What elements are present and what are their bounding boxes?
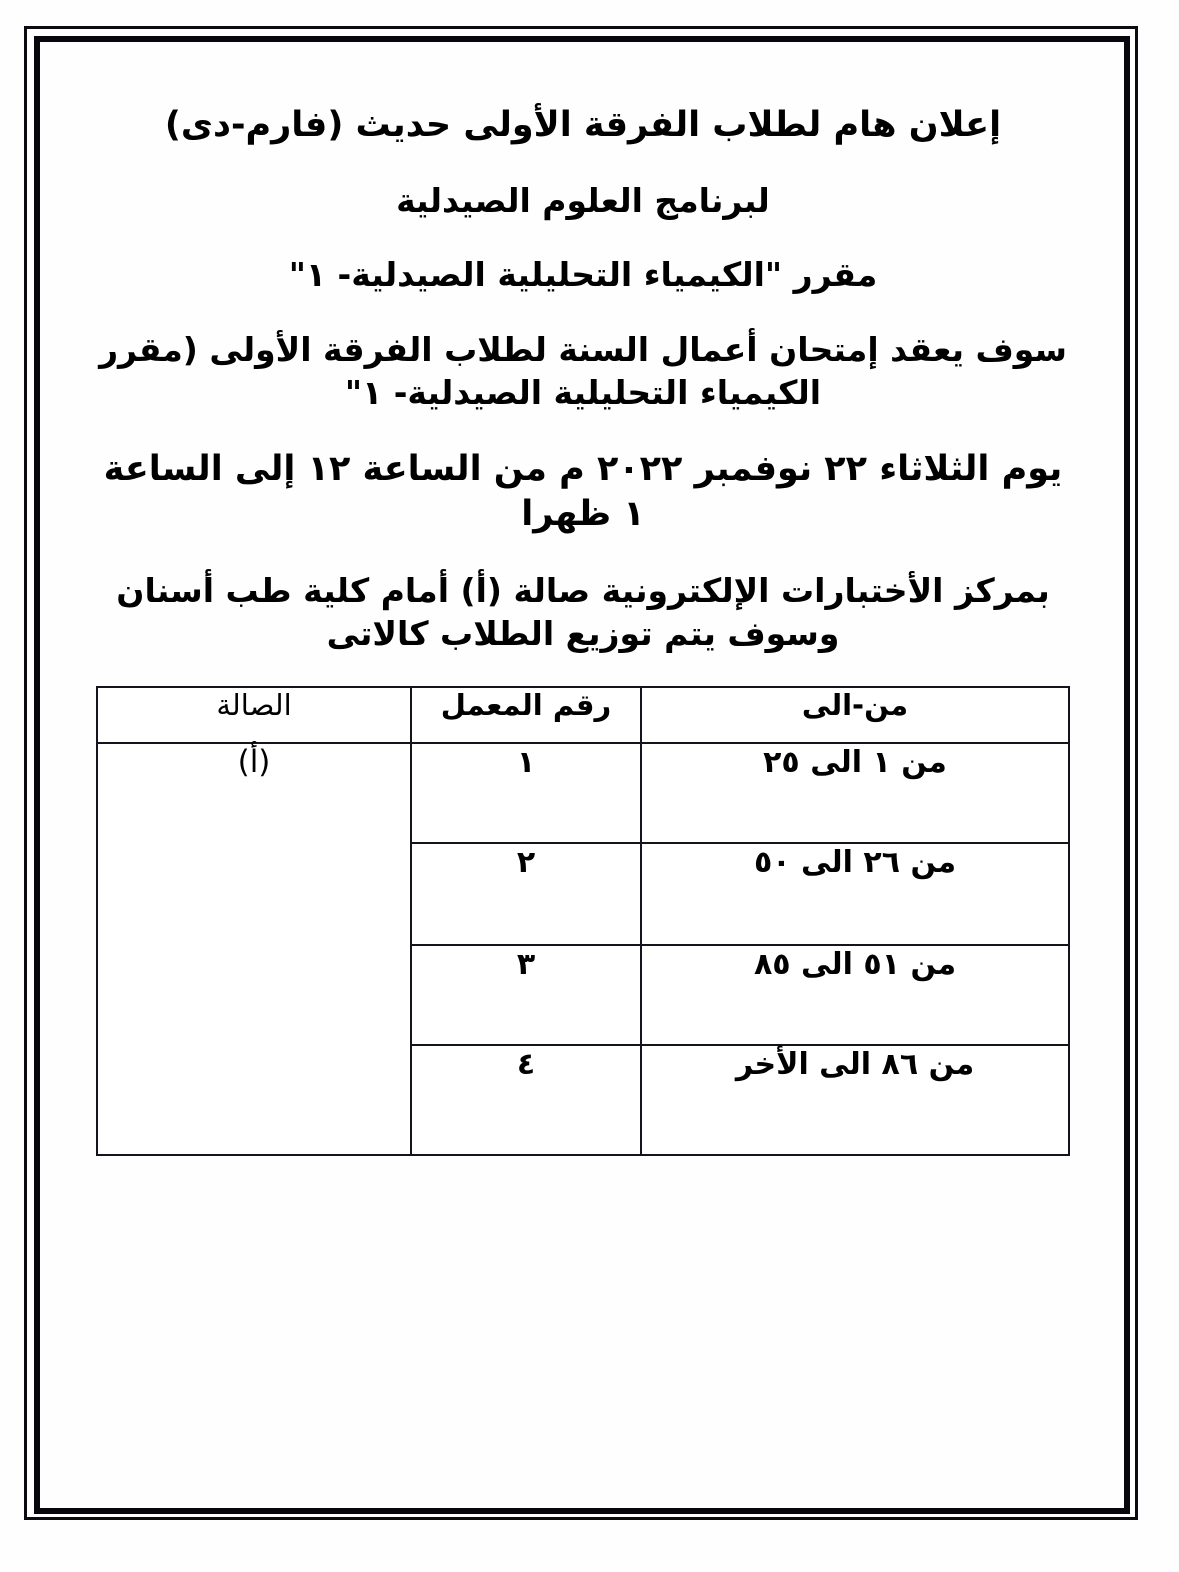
hall-merged-cell: (أ) (97, 743, 411, 1155)
range-cell: من ١ الى ٢٥ (641, 743, 1069, 843)
document-content (52, 54, 1114, 1498)
announcement-text-block (52, 54, 1114, 656)
lab-number-cell: ٤ (411, 1045, 641, 1155)
range-cell: من ٥١ الى ٨٥ (641, 945, 1069, 1045)
exam-venue-line: بمركز الأختبارات الإلكترونية صالة (أ) أمام كلية طب أسنان وسوف يتم توزيع الطلاب كالاتى (116, 570, 1050, 653)
announcement-title: إعلان هام لطلاب الفرقة الأولى حديث (فارم-دى) (164, 105, 1002, 145)
table-row (97, 743, 1069, 843)
range-cell: من ٢٦ الى ٥٠ (641, 843, 1069, 945)
table-header-hall: الصالة (97, 687, 411, 743)
student-distribution-table (96, 686, 1070, 1156)
lab-number-cell: ١ (411, 743, 641, 843)
table-header-lab-number: رقم المعمل (411, 687, 641, 743)
table-header-row (97, 687, 1069, 743)
lab-number-cell: ٣ (411, 945, 641, 1045)
lab-number-cell: ٢ (411, 843, 641, 945)
course-line: مقرر "الكيمياء التحليلية الصيدلية- ١" (288, 254, 878, 294)
table-header-range: من-الى (641, 687, 1069, 743)
program-line: لبرنامج العلوم الصيدلية (396, 180, 770, 220)
exam-datetime-line: يوم الثلاثاء ٢٢ نوفمبر ٢٠٢٢ م من الساعة ١٢ إلى الساعة ١ ظهرا (103, 448, 1063, 535)
distribution-table-wrapper (66, 686, 1100, 1156)
range-cell: من ٨٦ الى الأخر (641, 1045, 1069, 1155)
exam-description-line: سوف يعقد إمتحان أعمال السنة لطلاب الفرقة الأولى (مقرر الكيمياء التحليلية الصيدلية- ١" (99, 330, 1067, 413)
